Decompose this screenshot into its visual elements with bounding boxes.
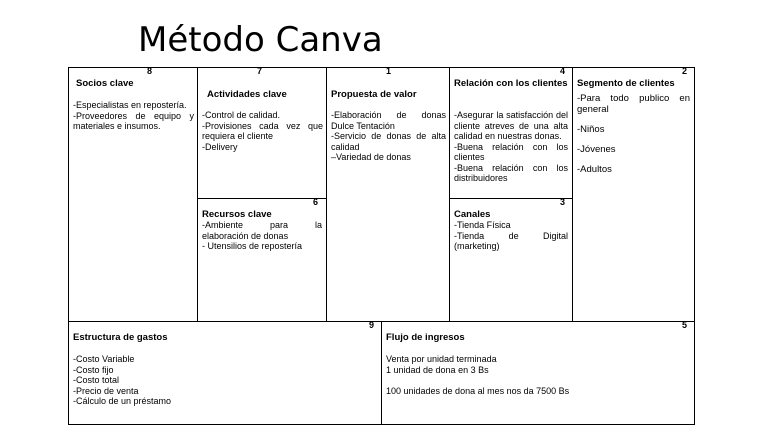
- body-line: -Ambiente para la elaboración de donas: [202, 220, 322, 241]
- block-number: 8: [147, 66, 153, 76]
- body-line: -Buena relación con los clientes: [454, 141, 568, 162]
- body-line: -Especialistas en repostería.: [73, 100, 187, 110]
- socios-clave-block: [68, 67, 198, 322]
- relacion-clientes-block: [449, 67, 573, 199]
- body-line: -Niños: [577, 124, 605, 135]
- flujo-ingresos-block: [381, 321, 695, 425]
- block-body: [386, 354, 686, 397]
- block-body: [202, 110, 323, 152]
- block-number: 5: [682, 320, 688, 330]
- body-line: -Proveedores de equipo y materiales e insumos.: [73, 110, 194, 131]
- body-line: -Costo fijo: [73, 364, 114, 375]
- body-line: -Elaboración de donas Dulce Tentación: [331, 110, 446, 131]
- block-heading: Estructura de gastos: [73, 332, 168, 343]
- propuesta-valor-block: [326, 67, 450, 322]
- estructura-gastos-block: [68, 321, 382, 425]
- block-number: 2: [682, 66, 688, 76]
- body-line: -Servicio de donas de alta calidad: [331, 131, 446, 152]
- body-line: -Precio de venta: [73, 385, 139, 396]
- body-line: 100 unidades de dona al mes nos da 7500 Bs: [386, 386, 570, 396]
- body-line: -Costo total: [73, 375, 120, 385]
- block-body: [454, 220, 568, 252]
- recursos-clave-block: [197, 198, 327, 322]
- block-heading: Propuesta de valor: [331, 89, 417, 100]
- block-body: [331, 110, 446, 163]
- body-line: -Delivery: [202, 141, 238, 152]
- body-line: 1 unidad de dona en 3 Bs: [386, 364, 489, 375]
- body-line: -Control de calidad.: [202, 110, 281, 120]
- block-number: 4: [560, 66, 566, 76]
- block-heading: Socios clave: [76, 78, 134, 89]
- block-body: [577, 93, 690, 175]
- canales-block: [449, 198, 573, 322]
- body-line: -Provisiones cada vez que requiera el cliente: [202, 120, 323, 141]
- body-line: -Adultos: [577, 164, 612, 175]
- block-heading: Recursos clave: [202, 209, 272, 220]
- block-number: 9: [369, 320, 375, 330]
- body-line: -Asegurar la satisfacción del cliente atreves de una alta calidad en nuestras donas.: [454, 110, 568, 141]
- block-number: 3: [560, 197, 566, 207]
- body-line: –Variedad de donas: [331, 152, 411, 162]
- body-line: Venta por unidad terminada: [386, 354, 497, 364]
- block-body: [73, 354, 373, 407]
- block-heading: Relación con los clientes: [454, 78, 568, 89]
- body-line: -Tienda Física: [454, 220, 511, 230]
- body-line: - Utensilios de repostería: [202, 241, 303, 251]
- block-heading: Canales: [454, 209, 491, 220]
- body-line: -Cálculo de un préstamo: [73, 396, 172, 406]
- body-line: -Para todo publico en general: [577, 93, 690, 115]
- block-heading: Segmento de clientes: [577, 78, 675, 89]
- block-number: 6: [313, 197, 319, 207]
- block-body: [454, 110, 568, 184]
- actividades-clave-block: [197, 67, 327, 199]
- body-line: -Tienda de Digital (marketing): [454, 230, 568, 251]
- page-title: Método Canva: [138, 20, 383, 60]
- block-number: 7: [257, 66, 263, 76]
- block-number: 1: [386, 66, 392, 76]
- block-heading: Flujo de ingresos: [386, 332, 465, 343]
- body-line: -Jóvenes: [577, 144, 616, 155]
- block-heading: Actividades clave: [207, 89, 287, 100]
- body-line: -Costo Variable: [73, 354, 135, 364]
- block-body: [73, 100, 194, 132]
- body-line: -Buena relación con los distribuidores: [454, 162, 568, 183]
- segmento-clientes-block: [572, 67, 695, 322]
- block-body: [202, 220, 322, 252]
